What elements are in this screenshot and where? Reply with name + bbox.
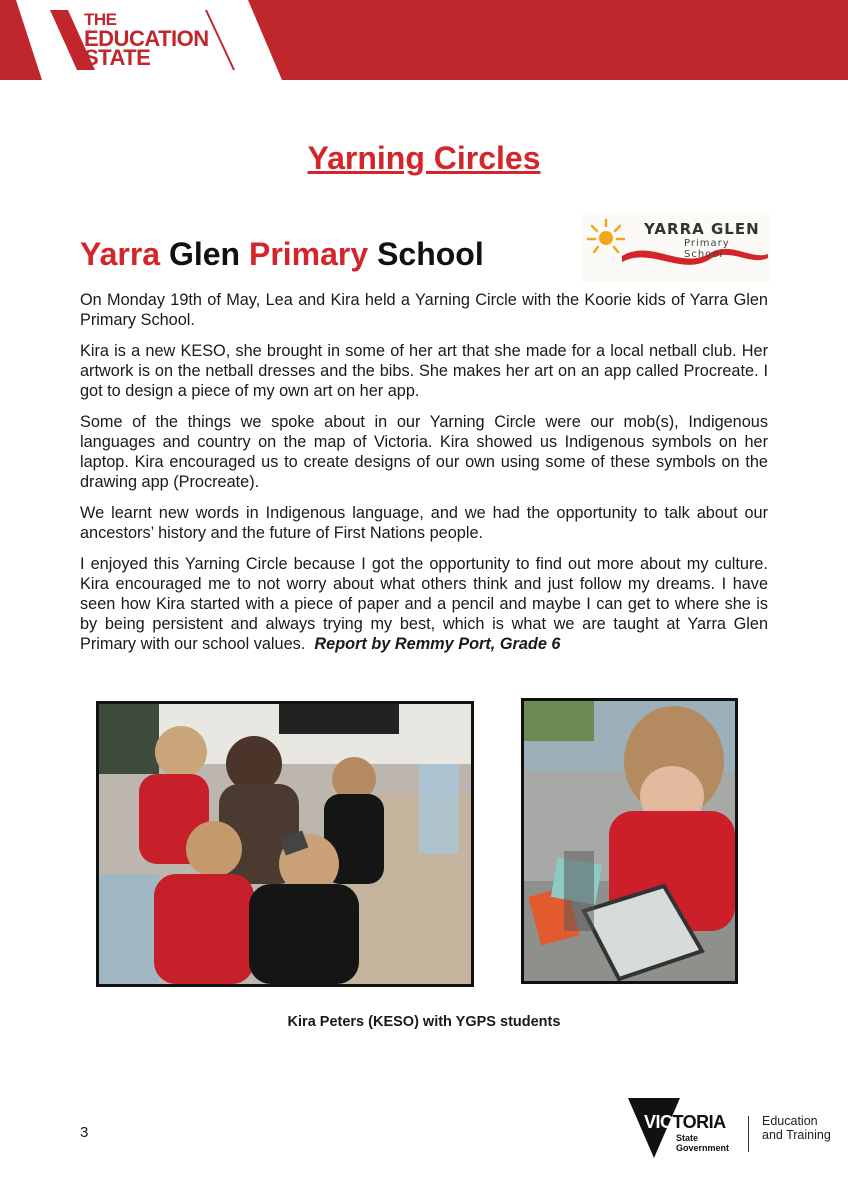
article-body <box>80 290 768 665</box>
victoria-subtext-government: Government <box>676 1143 730 1153</box>
group-photo <box>96 701 474 987</box>
report-byline: Report by Remmy Port, Grade 6 <box>314 635 561 653</box>
paragraph: Some of the things we spoke about in our Yarning Circle were our mob(s), Indigenous languages and country on the map of Victoria. Kira showed us Indigenous symbols on her laptop. Kira encouraged us to create designs of our own using some of these symbols on the drawing app (Procreate). <box>80 413 768 491</box>
paragraph-last <box>80 554 768 654</box>
logo-line-the: THE <box>84 10 117 29</box>
paragraph: Kira is a new KESO, she brought in some of her art that she made for a local netball club. Her artwork is on the netball dresses and the bibs. She makes her art on an app called Procreate. I got to design a piece of my own art on her app. <box>80 342 768 400</box>
paragraph: We learnt new words in Indigenous language, and we had the opportunity to talk about our ancestors’ history and the future of First Nations people. <box>80 504 768 542</box>
photo-caption: Kira Peters (KESO) with YGPS students <box>287 1014 561 1030</box>
victoria-government-logo <box>628 1096 838 1160</box>
school-logo <box>582 212 770 282</box>
drawing-photo <box>521 698 738 984</box>
logo-divider <box>748 1116 749 1152</box>
department-name <box>762 1114 831 1142</box>
victoria-subtext <box>676 1133 729 1153</box>
department-line-1: Education <box>762 1114 818 1128</box>
page-title: Yarning Circles <box>307 140 541 176</box>
school-logo-subname: Primary School <box>684 238 730 260</box>
school-logo-name: YARRA GLEN <box>644 220 760 238</box>
school-heading-word-3: Primary <box>248 236 369 272</box>
school-heading <box>80 236 484 273</box>
education-state-logo <box>84 10 209 70</box>
victoria-wordmark: VICTORIA <box>644 1112 726 1132</box>
logo-line-education: EDUCATION <box>84 26 209 51</box>
victoria-subtext-state: State <box>676 1133 699 1143</box>
paragraph: On Monday 19th of May, Lea and Kira held a Yarning Circle with the Koorie kids of Yarra Glen Primary School. <box>80 291 768 329</box>
school-heading-word-2: Glen <box>168 236 241 272</box>
paragraph-last-text: I enjoyed this Yarning Circle because I got the opportunity to find out more about my culture. Kira encouraged me to not worry about what others think and just follow my dreams. I have seen how Kira started with a piece of paper and a pencil and maybe I can get to where she is by being persistent and always trying my best, which is what we are taught at Yarra Glen Primary with our school values. <box>80 555 768 653</box>
school-heading-word-4: School <box>377 236 484 272</box>
page-number: 3 <box>80 1124 89 1141</box>
school-heading-word-1: Yarra <box>80 236 161 272</box>
logo-line-state: STATE <box>84 45 151 70</box>
department-line-2: and Training <box>762 1128 831 1142</box>
